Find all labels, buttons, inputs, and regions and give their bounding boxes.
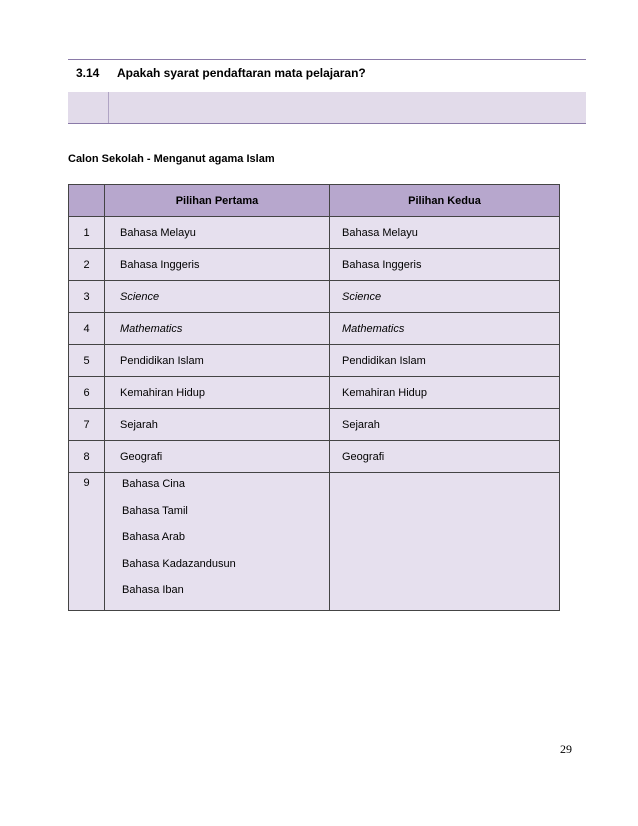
subjects-table — [68, 184, 560, 611]
second-choice-cell: Bahasa Melayu — [330, 217, 560, 249]
table-row — [69, 441, 560, 473]
second-choice-cell: Kemahiran Hidup — [330, 377, 560, 409]
row-number: 1 — [69, 217, 105, 249]
first-choice-cell: Science — [105, 281, 330, 313]
answer-band — [68, 92, 586, 124]
first-choice-cell: Sejarah — [105, 409, 330, 441]
first-choice-cell: Kemahiran Hidup — [105, 377, 330, 409]
language-option: Bahasa Cina — [122, 478, 185, 490]
table-caption: Calon Sekolah - Menganut agama Islam — [68, 153, 275, 165]
second-choice-cell: Geografi — [330, 441, 560, 473]
language-option: Bahasa Arab — [122, 531, 185, 543]
language-option: Bahasa Iban — [122, 584, 184, 596]
page-number: 29 — [560, 742, 572, 756]
first-choice-cell: Geografi — [105, 441, 330, 473]
table-header-row — [69, 185, 560, 217]
language-option: Bahasa Tamil — [122, 504, 188, 517]
table-row — [69, 249, 560, 281]
header-number — [69, 185, 105, 217]
table-row — [69, 217, 560, 249]
row-number: 4 — [69, 313, 105, 345]
first-choice-cell: Mathematics — [105, 313, 330, 345]
table-row — [69, 345, 560, 377]
second-choice-cell-empty — [330, 473, 560, 611]
row-number: 2 — [69, 249, 105, 281]
first-choice-cell: Bahasa Melayu — [105, 217, 330, 249]
table-row — [69, 313, 560, 345]
first-choice-cell: Pendidikan Islam — [105, 345, 330, 377]
top-rule — [68, 59, 586, 60]
first-choice-options-cell — [105, 473, 330, 611]
second-choice-cell: Mathematics — [330, 313, 560, 345]
second-choice-cell: Bahasa Inggeris — [330, 249, 560, 281]
second-choice-cell: Sejarah — [330, 409, 560, 441]
header-second-choice: Pilihan Kedua — [330, 185, 560, 217]
first-choice-cell: Bahasa Inggeris — [105, 249, 330, 281]
row-number: 7 — [69, 409, 105, 441]
band-divider — [108, 92, 109, 123]
table-row — [69, 377, 560, 409]
row-number: 3 — [69, 281, 105, 313]
language-option: Bahasa Kadazandusun — [122, 557, 236, 570]
question-header — [68, 59, 586, 125]
question-text: Apakah syarat pendaftaran mata pelajaran? — [117, 66, 366, 80]
table-row — [69, 281, 560, 313]
row-number: 6 — [69, 377, 105, 409]
question-number: 3.14 — [76, 66, 100, 80]
row-number: 9 — [69, 473, 105, 611]
table-row — [69, 409, 560, 441]
header-first-choice: Pilihan Pertama — [105, 185, 330, 217]
table-row-language-options — [69, 473, 560, 611]
row-number: 5 — [69, 345, 105, 377]
second-choice-cell: Pendidikan Islam — [330, 345, 560, 377]
second-choice-cell: Science — [330, 281, 560, 313]
row-number: 8 — [69, 441, 105, 473]
